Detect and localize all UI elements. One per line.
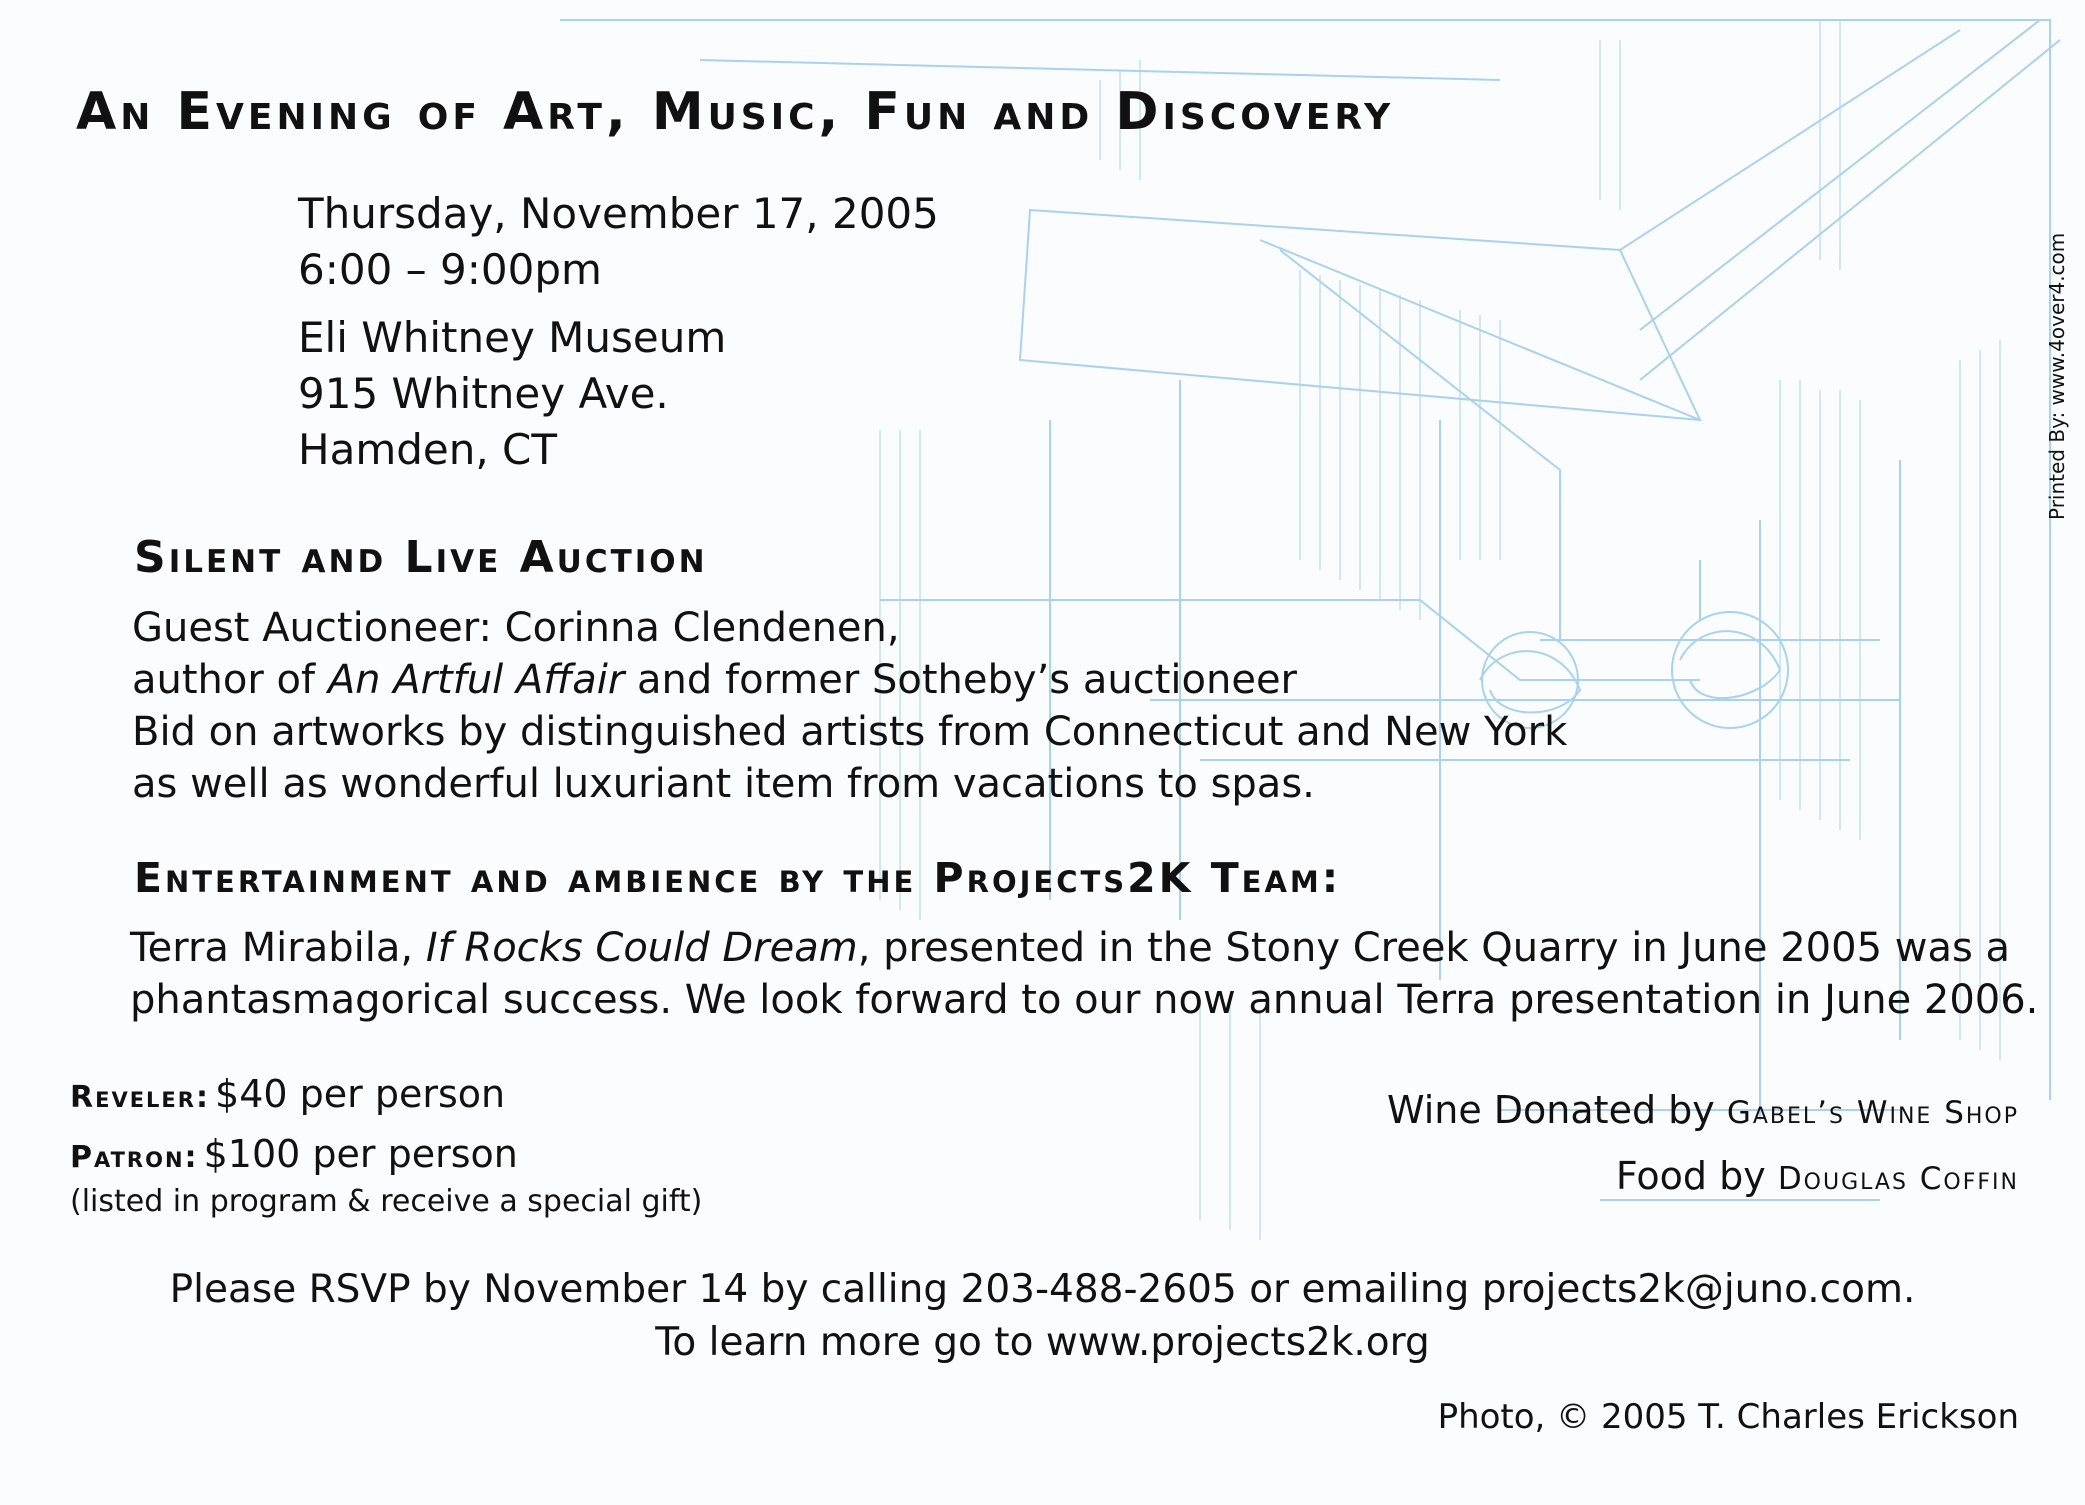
rsvp-line-1: Please RSVP by November 14 by calling 203-488-2605 or emailing projects2k@juno.com. bbox=[169, 1267, 1916, 1312]
wine-sponsor: Wine Donated by Gabel’s Wine Shop bbox=[1386, 1088, 2019, 1132]
auction-description bbox=[132, 602, 1567, 810]
entertainment-heading: Entertainment and ambience by the Projects2K Team: bbox=[134, 854, 1342, 902]
patron-price-row bbox=[70, 1124, 702, 1184]
entertainment-line-2: phantasmagorical success. We look forward to our now annual Terra presentation in June 2006. bbox=[130, 977, 2039, 1023]
auction-line-1: Guest Auctioneer: Corinna Clendenen, bbox=[132, 605, 900, 651]
event-time: 6:00 – 9:00pm bbox=[298, 245, 602, 294]
event-venue: Eli Whitney Museum bbox=[298, 313, 727, 362]
event-details bbox=[298, 186, 939, 478]
food-sponsor: Food by Douglas Coffin bbox=[1615, 1154, 2019, 1198]
auction-line-2: author of An Artful Affair and former Sotheby’s auctioneer bbox=[132, 657, 1297, 703]
event-city: Hamden, CT bbox=[298, 425, 558, 474]
performance-title: If Rocks Could Dream bbox=[425, 925, 858, 971]
pricing bbox=[70, 1064, 702, 1220]
food-sponsor-name: Douglas Coffin bbox=[1777, 1161, 2019, 1197]
event-street: 915 Whitney Ave. bbox=[298, 369, 669, 418]
sponsors bbox=[1387, 1080, 2019, 1208]
photo-credit: Photo, © 2005 T. Charles Erickson bbox=[1437, 1397, 2019, 1437]
auction-heading: Silent and Live Auction bbox=[134, 532, 708, 583]
event-date: Thursday, November 17, 2005 bbox=[298, 189, 939, 238]
entertainment-line-1: Terra Mirabila, If Rocks Could Dream, presented in the Stony Creek Quarry in June 2005 was a bbox=[130, 925, 2011, 971]
reveler-price-row bbox=[70, 1064, 702, 1124]
rsvp-line-2: To learn more go to www.projects2k.org bbox=[655, 1320, 1430, 1365]
wine-sponsor-name: Gabel’s Wine Shop bbox=[1726, 1095, 2019, 1131]
entertainment-description bbox=[130, 922, 2038, 1026]
patron-price: $100 per person bbox=[203, 1132, 518, 1176]
auction-line-3: Bid on artworks by distinguished artists from Connecticut and New York bbox=[132, 709, 1568, 755]
patron-note: (listed in program & receive a special gift) bbox=[70, 1184, 703, 1219]
auction-line-4: as well as wonderful luxuriant item from vacations to spas. bbox=[132, 761, 1315, 807]
event-title: An Evening of Art, Music, Fun and Discovery bbox=[76, 82, 1395, 142]
reveler-label: Reveler: bbox=[70, 1080, 210, 1115]
printer-credit: Printed By: www.4over4.com bbox=[2045, 232, 2069, 520]
patron-label: Patron: bbox=[70, 1140, 199, 1175]
book-title: An Artful Affair bbox=[327, 657, 625, 703]
reveler-price: $40 per person bbox=[215, 1072, 506, 1116]
